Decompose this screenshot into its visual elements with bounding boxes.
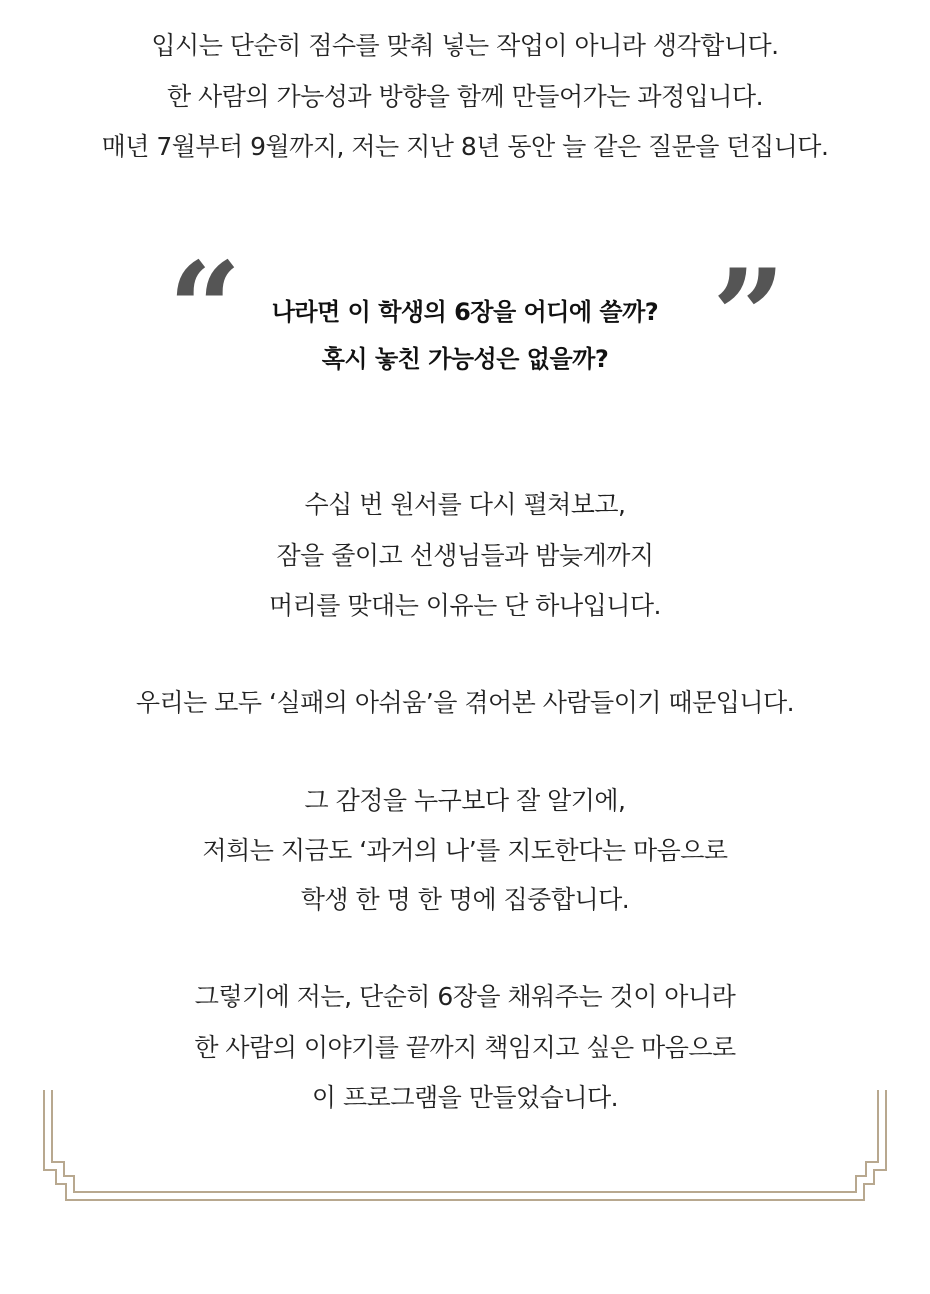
intro-line: 한 사람의 가능성과 방향을 함께 만들어가는 과정입니다. — [166, 82, 764, 111]
quote-line: 혹시 놓친 가능성은 없을까? — [321, 345, 609, 373]
body-line: 그렇기에 저는, 단순히 6장을 채워주는 것이 아니라 — [194, 982, 736, 1011]
body-line: 수십 번 원서를 다시 펼쳐보고, — [304, 490, 626, 519]
body-line: 학생 한 명 한 명에 집중합니다. — [300, 885, 630, 914]
intro-line: 매년 7월부터 9월까지, 저는 지난 8년 동안 늘 같은 질문을 던집니다. — [101, 132, 829, 161]
body-line: 그 감정을 누구보다 잘 알기에, — [304, 786, 626, 815]
body-line: 잠을 줄이고 선생님들과 밤늦게까지 — [276, 541, 654, 570]
body-line: 우리는 모두 ‘실패의 아쉬움’을 겪어본 사람들이기 때문입니다. — [135, 688, 795, 717]
body-line: 머리를 맞대는 이유는 단 하나입니다. — [269, 591, 661, 620]
quote-line: 나라면 이 학생의 6장을 어디에 쓸까? — [271, 298, 659, 326]
frame-outer-line — [44, 1090, 886, 1200]
close-quote-icon: ” — [712, 242, 786, 392]
body-line: 저희는 지금도 ‘과거의 나’를 지도한다는 마음으로 — [202, 836, 728, 865]
body-line: 이 프로그램을 만들었습니다. — [311, 1083, 619, 1112]
intro-line: 입시는 단순히 점수를 맞춰 넣는 작업이 아니라 생각합니다. — [151, 31, 779, 60]
open-quote-icon: “ — [168, 235, 242, 385]
frame-inner-line — [52, 1090, 878, 1192]
body-line: 한 사람의 이야기를 끝까지 책임지고 싶은 마음으로 — [194, 1033, 736, 1062]
